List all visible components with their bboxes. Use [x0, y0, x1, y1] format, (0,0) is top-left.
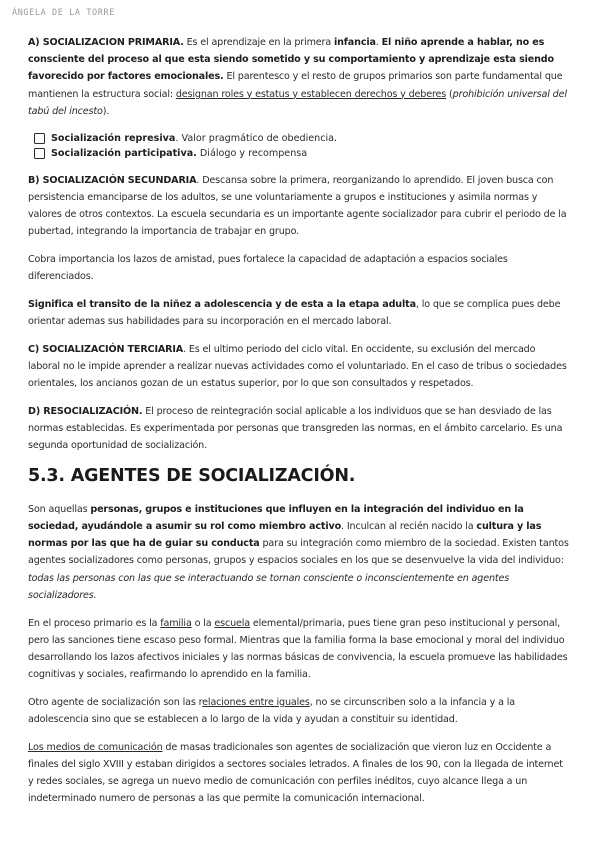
checklist-item[interactable] — [34, 131, 570, 147]
page-header-author: ÁNGELA DE LA TORRE — [12, 8, 115, 18]
text: . Inculcan al recién nacido la — [341, 521, 477, 533]
checkbox-icon[interactable] — [34, 148, 45, 159]
section-label: C) SOCIALIZACIÓN TERCIARIA — [28, 343, 184, 355]
section-label: D) RESOCIALIZACIÓN. — [28, 405, 143, 417]
text: Son aquellas — [28, 503, 91, 515]
text: , no se circunscriben solo a la infancia y a la adolescencia sino que se establecen a lo largo de la vida y ayudan a constituir su identidad. — [28, 696, 515, 726]
paragraph-secondary-socialization — [28, 172, 570, 241]
text: ). — [102, 105, 110, 117]
paragraph-media — [28, 739, 570, 808]
paragraph-transition — [28, 296, 570, 330]
paragraph-primary-socialization — [28, 34, 570, 120]
text: Otro agente de socialización son las r — [28, 696, 203, 708]
checkbox-icon[interactable] — [34, 133, 45, 144]
text: . Descansa sobre la primera, reorganizando lo aprendido. El joven busca con persistencia emanciparse de los adultos, se une voluntariamente a grupos e instituciones y asimila normas y valores de otros contextos. La escuela secundaria es un importante agente socializador para cubrir el periodo de la pubertad, integrando la importancia de trabajar en grupo. — [28, 174, 567, 238]
section-heading: 5.3. AGENTES DE SOCIALIZACIÓN. — [28, 465, 356, 486]
underlined-text: elaciones entre iguales — [202, 696, 310, 708]
text: Es el aprendizaje en la primera — [183, 37, 334, 48]
text: En el proceso primario es la — [28, 617, 161, 629]
checklist-item[interactable] — [34, 146, 570, 162]
emphasis: infancia — [333, 37, 376, 48]
text: Cobra importancia los lazos de amistad, pues fortalece la capacidad de adaptación a espacios sociales diferenciados. — [28, 253, 508, 283]
section-label: B) SOCIALIZACIÓN SECUNDARIA — [28, 174, 197, 186]
emphasis: Socialización participativa. — [51, 148, 197, 160]
checklist-label — [51, 131, 337, 147]
paragraph-agents-definition — [28, 501, 570, 604]
text: . Valor pragmático de obediencia. — [175, 132, 338, 144]
text: Diálogo y recompensa — [196, 148, 308, 160]
text: , lo que se complica pues debe orientar ademas sus habilidades para su incorporación en el mercado laboral. — [28, 298, 561, 327]
text: de masas tradicionales son agentes de socialización que vieron luz en Occidente a finales del siglo XVIII y estaban dirigidos a sectores sociales letrados. A finales de los 90, con la llegada de internet y redes sociales, se agrega un nuevo medio de comunicación con perfiles inéditos, cuyo alcance llega a un indeterminado numero de personas a las que permite la comunicación internacional. — [28, 741, 563, 805]
emphasis: Socialización represiva — [51, 132, 176, 144]
underlined-text: designan roles y estatus y establecen derechos y deberes — [175, 88, 447, 100]
paragraph-friendship — [28, 251, 570, 285]
checklist-label — [51, 146, 307, 162]
emphasis: El niño aprende a hablar, no es consciente del proceso al que esta siendo sometido y su comportamiento y aprendizaje esta siendo favorecido por factores emocionales. — [28, 37, 554, 83]
emphasis: cultura y las normas por las que ha de guiar su conducta — [28, 521, 542, 550]
checklist — [34, 131, 570, 162]
paragraph-family-school — [28, 615, 570, 684]
underlined-text: Los medios de comunicación — [28, 741, 163, 753]
text: . Es el ultimo periodo del ciclo vital. En occidente, su exclusión del mercado laboral no le impide aprender a realizar nuevas actividades como el voluntariado. En el caso de tribus o sociedades orientales, los ancianos gozan de un estatus superior, por lo que son consultados y respetados. — [28, 343, 567, 390]
paragraph-peers — [28, 694, 570, 728]
underlined-text: familia — [160, 617, 192, 629]
italic-text: todas las personas con las que se interactuando se tornan consciente o inconscientemente en agentes socializadores. — [28, 572, 510, 601]
italic-text: prohibición universal del tabú del incesto — [28, 88, 567, 117]
text: o la — [191, 617, 215, 629]
section-label: A) SOCIALIZACION PRIMARIA. — [28, 37, 184, 48]
text: El proceso de reintegración social aplicable a los individuos que se han desviado de las normas establecidas. Es experimentada por personas que transgreden las normas, en el ámbito carcelario. Es una segunda oportunidad de socialización. — [28, 405, 563, 452]
emphasis: Significa el transito de la niñez a adolescencia y de esta a la etapa adulta — [28, 298, 416, 310]
document-body — [28, 34, 570, 818]
paragraph-tertiary-socialization — [28, 341, 570, 393]
emphasis: personas, grupos e instituciones que influyen en la integración del individuo en la sociedad, ayudándole a asumir su rol como miembro activo — [28, 503, 524, 533]
underlined-text: escuela — [214, 617, 251, 629]
text: . — [375, 37, 382, 48]
paragraph-resocialization — [28, 403, 570, 455]
text: ( — [446, 88, 453, 100]
text: para su integración como miembro de la sociedad. Existen tantos agentes socializadores como personas, grupos y espacios sociales en los que se desenvuelve la vida del individuo: — [28, 538, 569, 567]
text: El parentesco y el resto de grupos primarios son parte fundamental que mantienen la estructura social: — [28, 71, 563, 100]
text: elemental/primaria, pues tiene gran peso institucional y personal, pero las sanciones tiene escaso peso formal. Mientras que la familia forma la base emocional y moral del individuo desarrollando los lazos afectivos iniciales y las normas básicas de convivencia, la escuela promueve las habilidades cognitivas y sociales, reafirmando lo aprendido en la familia. — [28, 617, 568, 681]
